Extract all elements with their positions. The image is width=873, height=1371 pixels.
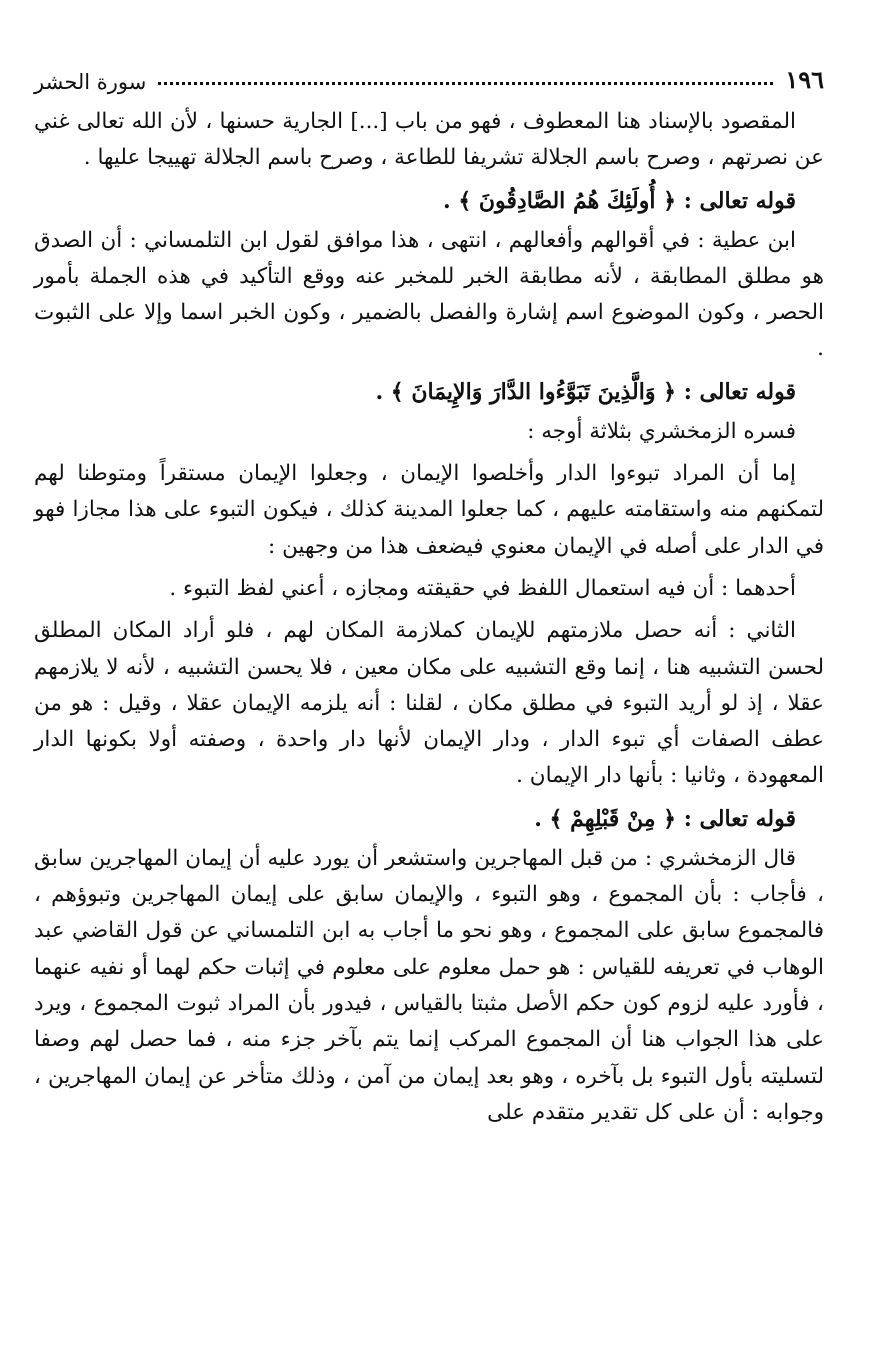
paragraph: قال الزمخشري : من قبل المهاجرين واستشعر أن يورد عليه أن إيمان المهاجرين سابق ، فأجاب : بأن المجموع ، وهو التبوء ، والإيمان سابق على إيمان المهاجرين وتبوؤهم ، فالمجموع سابق على المجموع ، وهو نحو ما أجاب به ابن التلمساني عن قول القاضي عبد الوهاب في تعريفه للقياس : هو حمل معلوم على معلوم في إثبات حكم لهما أو نفيه عنهما ، فأورد عليه لزوم كون حكم الأصل مثبتا بالقياس ، فيدور بأن المراد ثبوت المجموع ، ويرد على هذا الجواب هنا أن المجموع المركب إنما يتم بآخر جزء منه ، فما حصل لهم وصفا لتسليته بأول التبوء بل بآخره ، وهو بعد إيمان من آمن ، وذلك متأخر عن إيمان المهاجرين ، وجوابه : أن على كل تقدير متقدم على bbox=[34, 845, 824, 1125]
quran-verse: ﴿ أُولَئِكَ هُمُ الصَّادِقُونَ ﴾ bbox=[458, 187, 677, 214]
header-dotted-rule bbox=[158, 82, 773, 85]
page-number: ١٩٦ bbox=[785, 65, 824, 94]
paragraph: ابن عطية : في أقوالهم وأفعالهم ، انتهى ، هذا موافق لقول ابن التلمساني : أن الصدق هو مطلق المطابقة ، لأنه مطابقة الخبر للمخبر عنه ووقع التأكيد في هذه الجملة بأمور الحصر ، وكون الموضوع اسم إشارة والفصل بالضمير ، وكون الخبر اسما وإلا على الثبوت . bbox=[34, 227, 824, 362]
quran-verse: ﴿ مِنْ قَبْلِهِمْ ﴾ bbox=[549, 805, 677, 832]
heading-prefix: قوله تعالى : bbox=[676, 805, 796, 832]
paragraph: فسره الزمخشري بثلاثة أوجه : bbox=[527, 418, 796, 444]
verse-heading bbox=[34, 801, 824, 837]
page-header bbox=[34, 60, 824, 94]
heading-suffix: . bbox=[534, 805, 550, 832]
heading-prefix: قوله تعالى : bbox=[676, 378, 796, 405]
verse-heading bbox=[34, 183, 824, 219]
heading-suffix: . bbox=[442, 187, 459, 214]
paragraph: المقصود بالإسناد هنا المعطوف ، فهو من باب [...] الجارية حسنها ، لأن الله تعالى غني عن نصرتهم ، وصرح باسم الجلالة تشريفا للطاعة ، وصرح باسم الجلالة تهييجا عليها . bbox=[34, 109, 824, 171]
quran-verse: ﴿ وَالَّذِينَ تَبَوَّءُوا الدَّارَ وَالإِيمَانَ ﴾ bbox=[390, 378, 677, 405]
verse-heading bbox=[34, 374, 824, 410]
heading-suffix: . bbox=[375, 378, 391, 405]
paragraph: الثاني : أنه حصل ملازمتهم للإيمان كملازمة المكان لهم ، فلو أراد المكان المطلق لحسن التشبيه هنا ، إنما وقع التشبيه على مكان معين ، فلا يحسن التشبيه ، لأنه لا يلازمهم عقلا ، إذ لو أريد التبوء في مطلق مكان ، لقلنا : أنه يلزمه الإيمان عقلا ، وقيل : هو من عطف الصفات أي تبوء الدار ، ودار الإيمان لأنها دار واحدة ، وصفته أولا بكونها الدار المعهودة ، وثانيا : بأنها دار الإيمان . bbox=[34, 618, 824, 789]
heading-prefix: قوله تعالى : bbox=[676, 187, 796, 214]
running-title: سورة الحشر bbox=[34, 70, 147, 94]
book-page bbox=[34, 60, 824, 1131]
paragraph: أحدهما : أن فيه استعمال اللفظ في حقيقته ومجازه ، أعني لفظ التبوء . bbox=[169, 575, 796, 601]
paragraph: إما أن المراد تبوءوا الدار وأخلصوا الإيمان ، وجعلوا الإيمان مستقراً ومتوطنا لهم لتمكنهم منه واستقامته عليهم ، كما جعلوا المدينة كذلك ، فيكون التبوء على هذا مجازا فهو في الدار على أصله في الإيمان معنوي فيضعف هذا من وجهين : bbox=[34, 461, 824, 559]
